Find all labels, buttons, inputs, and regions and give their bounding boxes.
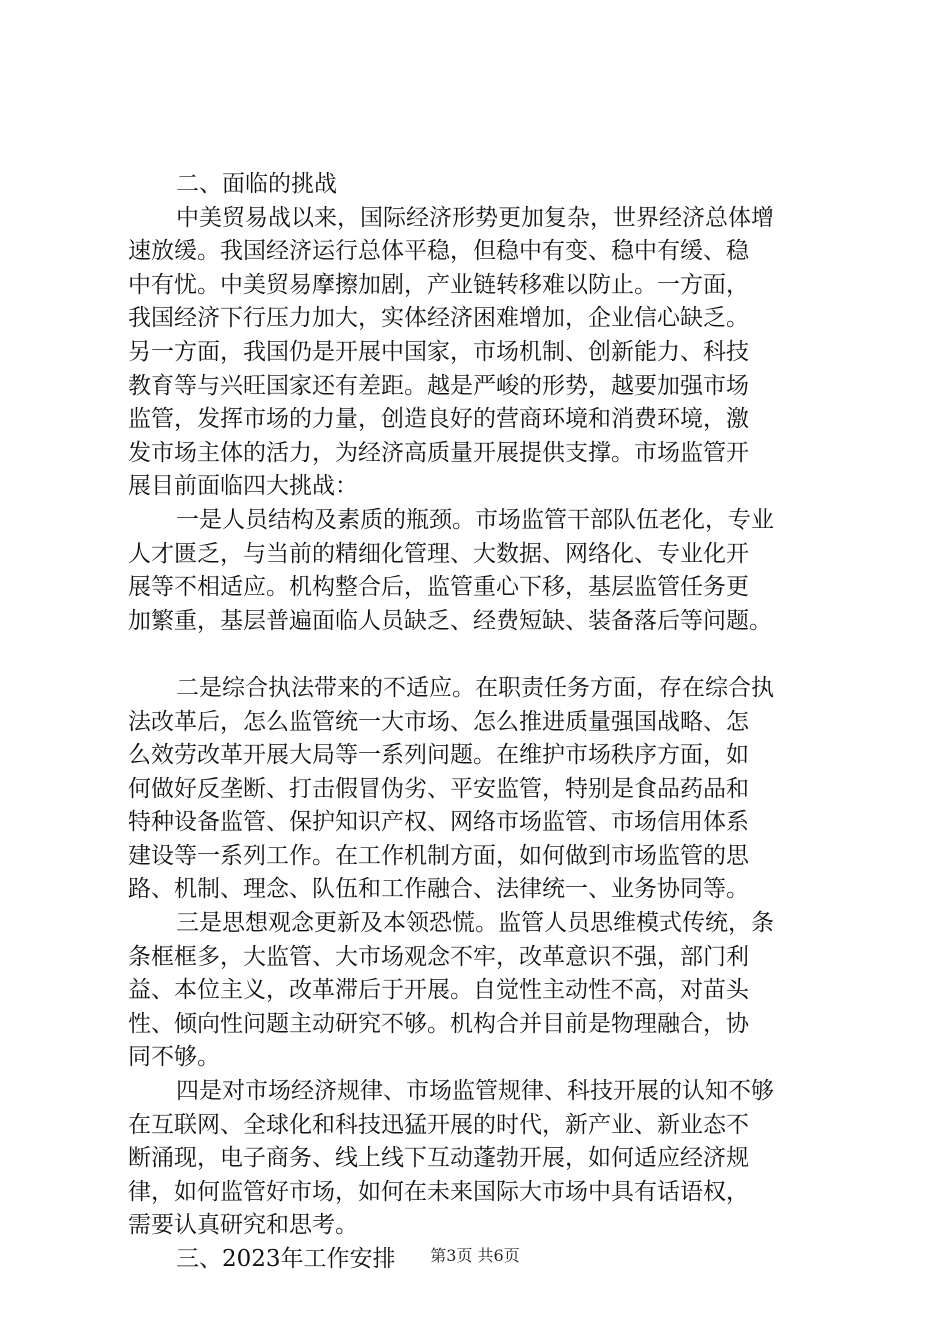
paragraph-line: 人才匮乏，与当前的精细化管理、大数据、网络化、专业化开 <box>128 540 749 567</box>
paragraph-line: 展等不相适应。机构整合后，监管重心下移，基层监管任务更 <box>128 574 749 601</box>
paragraph-line: 加繁重，基层普遍面临人员缺乏、经费短缺、装备落后等问题。 <box>128 607 772 634</box>
paragraph-line: 发市场主体的活力，为经济高质量开展提供支撑。市场监管开 <box>128 439 749 466</box>
paragraph-line: 速放缓。我国经济运行总体平稳，但稳中有变、稳中有缓、稳 <box>128 238 749 265</box>
paragraph-line: 三是思想观念更新及本领恐慌。监管人员思维模式传统，条 <box>176 910 774 937</box>
page-footer <box>0 1245 950 1267</box>
paragraph-line: 性、倾向性问题主动研究不够。机构合并目前是物理融合，协 <box>128 1010 749 1037</box>
paragraph-line: 同不够。 <box>128 1044 220 1071</box>
paragraph-line: 路、机制、理念、队伍和工作融合、法律统一、业务协同等。 <box>128 876 749 903</box>
paragraph-line: 特种设备监管、保护知识产权、网络市场监管、市场信用体系 <box>128 809 749 836</box>
paragraph-line: 四是对市场经济规律、市场监管规律、科技开展的认知不够 <box>176 1078 774 1105</box>
paragraph-line: 需要认真研究和思考。 <box>128 1212 358 1239</box>
section-heading-challenges: 二、面临的挑战 <box>176 171 337 197</box>
page-number: 第3页 共6页 <box>430 1246 520 1265</box>
paragraph-line: 么效劳改革开展大局等一系列问题。在维护市场秩序方面，如 <box>128 742 749 769</box>
paragraph-line: 二是综合执法带来的不适应。在职责任务方面，存在综合执 <box>176 674 774 701</box>
paragraph-line: 监管，发挥市场的力量，创造良好的营商环境和消费环境，激 <box>128 406 749 433</box>
paragraph-line: 我国经济下行压力加大，实体经济困难增加，企业信心缺乏。 <box>128 305 749 332</box>
section-heading-work-plan: 三、2023年工作安排 <box>176 1246 396 1272</box>
paragraph-line: 另一方面，我国仍是开展中国家，市场机制、创新能力、科技 <box>128 338 749 365</box>
paragraph-line: 律，如何监管好市场，如何在未来国际大市场中具有话语权， <box>128 1178 749 1205</box>
paragraph-line: 何做好反垄断、打击假冒伪劣、平安监管，特别是食品药品和 <box>128 775 749 802</box>
paragraph-line: 一是人员结构及素质的瓶颈。市场监管干部队伍老化，专业 <box>176 506 774 533</box>
paragraph-line: 教育等与兴旺国家还有差距。越是严峻的形势，越要加强市场 <box>128 372 749 399</box>
paragraph-line: 中美贸易战以来，国际经济形势更加复杂，世界经济总体增 <box>176 204 774 231</box>
paragraph-line: 断涌现，电子商务、线上线下互动蓬勃开展，如何适应经济规 <box>128 1145 749 1172</box>
blank-line <box>128 638 844 672</box>
paragraph-line: 展目前面临四大挑战： <box>128 473 358 500</box>
paragraph-line: 在互联网、全球化和科技迅猛开展的时代，新产业、新业态不 <box>128 1111 749 1138</box>
paragraph-line: 中有忧。中美贸易摩擦加剧，产业链转移难以防止。一方面， <box>128 271 749 298</box>
paragraph-line: 建设等一系列工作。在工作机制方面，如何做到市场监管的思 <box>128 842 749 869</box>
document-body <box>128 168 844 1277</box>
paragraph-line: 益、本位主义，改革滞后于开展。自觉性主动性不高，对苗头 <box>128 977 749 1004</box>
paragraph-line: 条框框多，大监管、大市场观念不牢，改革意识不强，部门利 <box>128 943 749 970</box>
paragraph-line: 法改革后，怎么监管统一大市场、怎么推进质量强国战略、怎 <box>128 708 749 735</box>
